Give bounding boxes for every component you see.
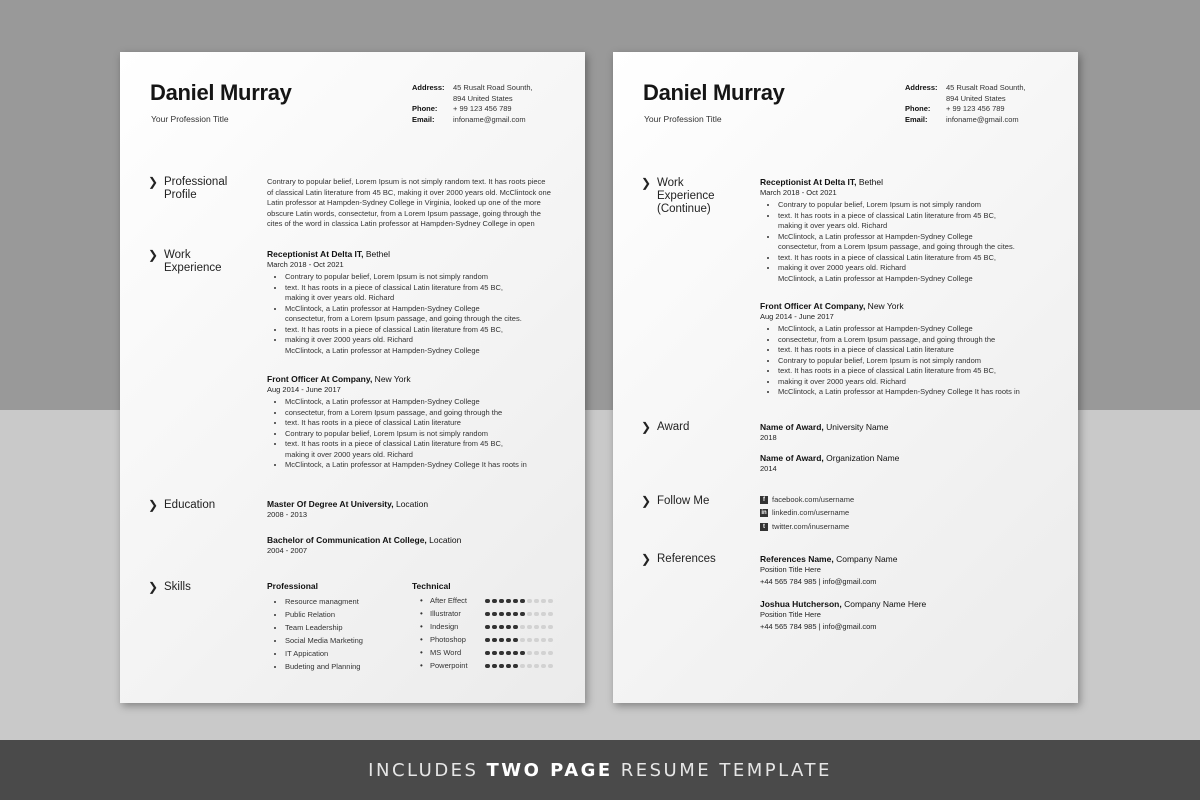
skill-dot — [506, 625, 511, 630]
skill-dot — [527, 664, 532, 669]
list-item: • making it over 2000 years old. Richard McClintock, a Latin professor at Hampden-Sydney College — [285, 335, 522, 356]
skill-dot — [541, 612, 546, 617]
skill-item: • Resource managment — [285, 595, 363, 608]
banner-post: RESUME TEMPLATE — [620, 759, 832, 781]
skill-dot — [506, 651, 511, 656]
job-date: March 2018 - Oct 2021 — [267, 259, 344, 269]
social-links — [760, 493, 854, 534]
chevron-right-icon: ❯ — [641, 176, 652, 190]
section-heading-work: ❯ Work Experience — [148, 248, 222, 274]
list-item: • text. It has roots in a piece of classical Latin literature from 45 BC, making it over years old. Richard — [285, 283, 522, 304]
resume-page-1 — [120, 52, 585, 703]
tech-skill-name: Photoshop — [430, 634, 466, 644]
skill-dot — [499, 599, 504, 604]
skill-item: • Budeting and Planning — [285, 660, 363, 673]
list-item: • text. It has roots in a piece of classical Latin literature from 45 BC, — [285, 325, 522, 336]
skill-level-dots — [485, 664, 555, 669]
tech-skill-name: MS Word — [430, 647, 462, 657]
skill-dot — [541, 651, 546, 656]
skill-dot — [527, 625, 532, 630]
resume-name: Daniel Murray — [150, 80, 292, 105]
skill-dot — [548, 638, 553, 643]
skill-dot — [485, 638, 490, 643]
address-label: Address: — [412, 83, 445, 92]
award-item-2: Name of Award, Organization Name 2014 — [760, 453, 900, 473]
tech-skill-row: • After Effect — [412, 595, 555, 608]
skill-dot — [548, 612, 553, 617]
phone-value: + 99 123 456 789 — [453, 104, 512, 113]
skill-item: • Public Relation — [285, 608, 363, 621]
skill-item: • Social Media Marketing — [285, 634, 363, 647]
list-item: • McClintock, a Latin professor at Hampden-Sydney College — [778, 324, 1020, 335]
list-item: • text. It has roots in a piece of classical Latin literature from 45 BC, — [778, 366, 1020, 377]
tech-skill-row: • Photoshop — [412, 634, 555, 647]
skill-level-dots — [485, 612, 555, 617]
reference-item-2: Joshua Hutcherson, Company Name Here Position Title Here +44 565 784 985 | info@gmail.com — [760, 599, 927, 631]
list-item: • Contrary to popular belief, Lorem Ipsum is not simply random — [778, 200, 1015, 211]
section-heading-follow: ❯ Follow Me — [641, 494, 710, 508]
work-job-1: Receptionist At Delta IT, Bethel March 2018 - Oct 2021 • Contrary to popular belief, Lorem Ipsum is not simply random • text. It has roots in a piece of classical Latin literature from 45 BC, making it over years old. Richard • McClintock, a Latin professor at Hampden-Sydney College consectetur, from a Lorem Ipsum passage, and going through the cites. • text. It has roots in a piece of classical Latin literature from 45 BC, • making it over 2000 years old. Richard McClintock, a Latin professor at Hampden-Sydney College — [760, 177, 1015, 284]
list-item: • making it over 2000 years old. Richard McClintock, a Latin professor at Hampden-Sydney College — [778, 263, 1015, 284]
skill-dot — [513, 599, 518, 604]
chevron-right-icon: ❯ — [148, 580, 159, 594]
facebook-link[interactable]: facebook.com/username — [772, 494, 855, 504]
list-item: • text. It has roots in a piece of classical Latin literature — [285, 418, 527, 429]
email-value: infoname@gmail.com — [453, 114, 526, 124]
education-item-1: Master Of Degree At University, Location 2008 - 2013 — [267, 499, 429, 519]
list-item: • making it over 2000 years old. Richard — [778, 377, 1020, 388]
skill-dot — [527, 651, 532, 656]
tech-skill-name: Powerpoint — [430, 660, 468, 670]
tech-skill-name: After Effect — [430, 595, 467, 605]
skill-dot — [534, 664, 539, 669]
skill-dot — [499, 612, 504, 617]
section-heading-profile: ❯ Professional Profile — [148, 175, 228, 201]
skill-dot — [492, 664, 497, 669]
skill-dot — [534, 599, 539, 604]
list-item: • McClintock, a Latin professor at Hampden-Sydney College consectetur, from a Lorem Ipsum passage, and going through the cites. — [285, 304, 522, 325]
skill-dot — [513, 612, 518, 617]
skill-dot — [485, 599, 490, 604]
contact-block: Address: 45 Rusalt Road Sounth, 894 United States Phone: + 99 123 456 789 Email: infoname@gmail.com — [905, 83, 1026, 124]
skills-professional: Professional • Resource managment • Public Relation • Team Leadership • Social Media Marketing • IT Appication • Budeting and Planning — [267, 581, 363, 673]
list-item: • McClintock, a Latin professor at Hampden-Sydney College — [285, 397, 527, 408]
contact-block — [412, 83, 533, 125]
banner — [0, 740, 1200, 800]
tech-skill-row: • MS Word — [412, 647, 555, 660]
section-heading-award: ❯ Award — [641, 420, 690, 434]
skill-dot — [541, 599, 546, 604]
profile-text-block — [267, 177, 552, 230]
skill-dot — [534, 612, 539, 617]
skill-dot — [499, 638, 504, 643]
skill-dot — [492, 612, 497, 617]
linkedin-link[interactable]: linkedin.com/username — [772, 508, 850, 517]
skill-dot — [541, 664, 546, 669]
list-item: • consectetur, from a Lorem Ipsum passage, and going through the — [285, 408, 527, 419]
skill-dot — [541, 638, 546, 643]
job-date: Aug 2014 - June 2017 — [267, 384, 341, 394]
resume-name: Daniel Murray — [643, 80, 785, 105]
skill-dot — [534, 625, 539, 630]
chevron-right-icon: ❯ — [148, 175, 159, 189]
skill-dot — [492, 625, 497, 630]
skill-level-dots — [485, 599, 555, 604]
skill-item: • IT Appication — [285, 647, 363, 660]
section-heading-skills: ❯ Skills — [148, 580, 191, 594]
job-title: Receptionist At Delta IT, Bethel — [267, 249, 390, 259]
chevron-right-icon: ❯ — [641, 494, 652, 508]
twitter-icon: t — [760, 523, 768, 531]
work-job-2 — [267, 374, 527, 471]
reference-item-1: References Name, Company Name Position Title Here +44 565 784 985 | info@gmail.com — [760, 554, 898, 586]
skill-dot — [527, 599, 532, 604]
skill-dot — [513, 651, 518, 656]
skill-dot — [548, 625, 553, 630]
chevron-right-icon: ❯ — [148, 248, 159, 262]
skill-dot — [485, 651, 490, 656]
skill-dot — [492, 599, 497, 604]
profession-title: Your Profession Title — [644, 114, 722, 124]
tech-skill-name: Indesign — [430, 621, 459, 631]
skill-dot — [513, 664, 518, 669]
skill-dot — [548, 599, 553, 604]
profession-title: Your Profession Title — [151, 114, 229, 124]
skill-dot — [485, 612, 490, 617]
twitter-link[interactable]: twitter.com/inusername — [772, 521, 850, 531]
skill-dot — [499, 625, 504, 630]
banner-pre: INCLUDES — [368, 759, 479, 781]
list-item: • McClintock, a Latin professor at Hampden-Sydney College It has roots in — [778, 387, 1020, 398]
skill-dot — [527, 612, 532, 617]
skill-dot — [513, 638, 518, 643]
skill-level-dots — [485, 651, 555, 656]
skill-dot — [499, 651, 504, 656]
skill-dot — [520, 664, 525, 669]
section-heading-work-continue: ❯ Work Experience (Continue) — [641, 176, 715, 215]
skill-dot — [527, 638, 532, 643]
skill-dot — [520, 612, 525, 617]
skill-item: • Team Leadership — [285, 621, 363, 634]
skill-dot — [520, 638, 525, 643]
section-heading-education: ❯ Education — [148, 498, 216, 512]
skill-dot — [506, 612, 511, 617]
skill-dot — [534, 638, 539, 643]
skill-dot — [485, 664, 490, 669]
address-line2: 894 United States — [453, 93, 513, 103]
skill-dot — [492, 651, 497, 656]
chevron-right-icon: ❯ — [148, 498, 159, 512]
skill-dot — [506, 664, 511, 669]
email-label: Email: — [412, 114, 435, 124]
skill-dot — [520, 599, 525, 604]
job-bullets — [267, 397, 527, 471]
tech-skill-row: • Illustrator — [412, 608, 555, 621]
skill-dot — [485, 625, 490, 630]
phone-label: Phone: — [412, 104, 438, 113]
list-item: • Contrary to popular belief, Lorem Ipsum is not simply random — [778, 356, 1020, 367]
facebook-icon: f — [760, 496, 768, 504]
chevron-right-icon: ❯ — [641, 552, 652, 566]
list-item: • text. It has roots in a piece of classical Latin literature from 45 BC, making it over years old. Richard — [778, 211, 1015, 232]
work-job-1 — [267, 249, 522, 356]
job-bullets — [267, 272, 522, 356]
skill-dot — [548, 664, 553, 669]
skill-dot — [548, 651, 553, 656]
resume-page-2 — [613, 52, 1078, 703]
skill-dot — [541, 625, 546, 630]
address-line1: 45 Rusalt Road Sounth, — [453, 83, 533, 92]
skills-technical: Technical • After Effect • Illustrator • Indesign • Photoshop • MS Word • Powerpoint — [412, 581, 555, 673]
linkedin-icon: in — [761, 510, 767, 517]
list-item: • text. It has roots in a piece of classical Latin literature — [778, 345, 1020, 356]
section-heading-references: ❯ References — [641, 552, 716, 566]
list-item: • McClintock, a Latin professor at Hampden-Sydney College consectetur, from a Lorem Ipsum passage, and going through the cites. — [778, 232, 1015, 253]
list-item: • Contrary to popular belief, Lorem Ipsum is not simply random — [285, 429, 527, 440]
profile-text: Contrary to popular belief, Lorem Ipsum is not simply random text. It has roots piece of classical Latin literature from 45 BC, making it over 2000 years old. McClintock one Latin professor at Hampden-Sydney College in Virginia, looked up one of the more obscure Latin words, consectetur, from a Lorem Ipsum passage, going through the cites of the word in classica Latin professor at Hampden-Sydney College in open — [267, 177, 551, 228]
list-item: • consectetur, from a Lorem Ipsum passage, and going through the — [778, 335, 1020, 346]
skill-dot — [520, 625, 525, 630]
skill-dot — [506, 599, 511, 604]
list-item: • McClintock, a Latin professor at Hampden-Sydney College It has roots in — [285, 460, 527, 471]
banner-bold: TWO PAGE — [486, 759, 613, 781]
tech-skill-row: • Powerpoint — [412, 660, 555, 673]
skill-level-dots — [485, 625, 555, 630]
award-item-1: Name of Award, University Name 2018 — [760, 422, 889, 442]
list-item: • text. It has roots in a piece of classical Latin literature from 45 BC, making it over 2000 years old. Richard — [285, 439, 527, 460]
skill-level-dots — [485, 638, 555, 643]
skill-dot — [506, 638, 511, 643]
tech-skill-name: Illustrator — [430, 608, 461, 618]
skill-dot — [513, 625, 518, 630]
job-title: Front Officer At Company, New York — [267, 374, 411, 384]
education-item-2: Bachelor of Communication At College, Location 2004 - 2007 — [267, 535, 462, 555]
list-item: • text. It has roots in a piece of classical Latin literature from 45 BC, — [778, 253, 1015, 264]
work-job-2: Front Officer At Company, New York Aug 2014 - June 2017 • McClintock, a Latin professor at Hampden-Sydney College • consectetur, from a Lorem Ipsum passage, and going through the • text. It has roots in a piece of classical Latin literature • Contrary to popular belief, Lorem Ipsum is not simply random • text. It has roots in a piece of classical Latin literature from 45 BC, • making it over 2000 years old. Richard • McClintock, a Latin professor at Hampden-Sydney College It has roots in — [760, 301, 1020, 398]
skill-dot — [499, 664, 504, 669]
tech-skill-row: • Indesign — [412, 621, 555, 634]
skill-dot — [520, 651, 525, 656]
skill-dot — [534, 651, 539, 656]
list-item: • Contrary to popular belief, Lorem Ipsum is not simply random — [285, 272, 522, 283]
chevron-right-icon: ❯ — [641, 420, 652, 434]
skill-dot — [492, 638, 497, 643]
